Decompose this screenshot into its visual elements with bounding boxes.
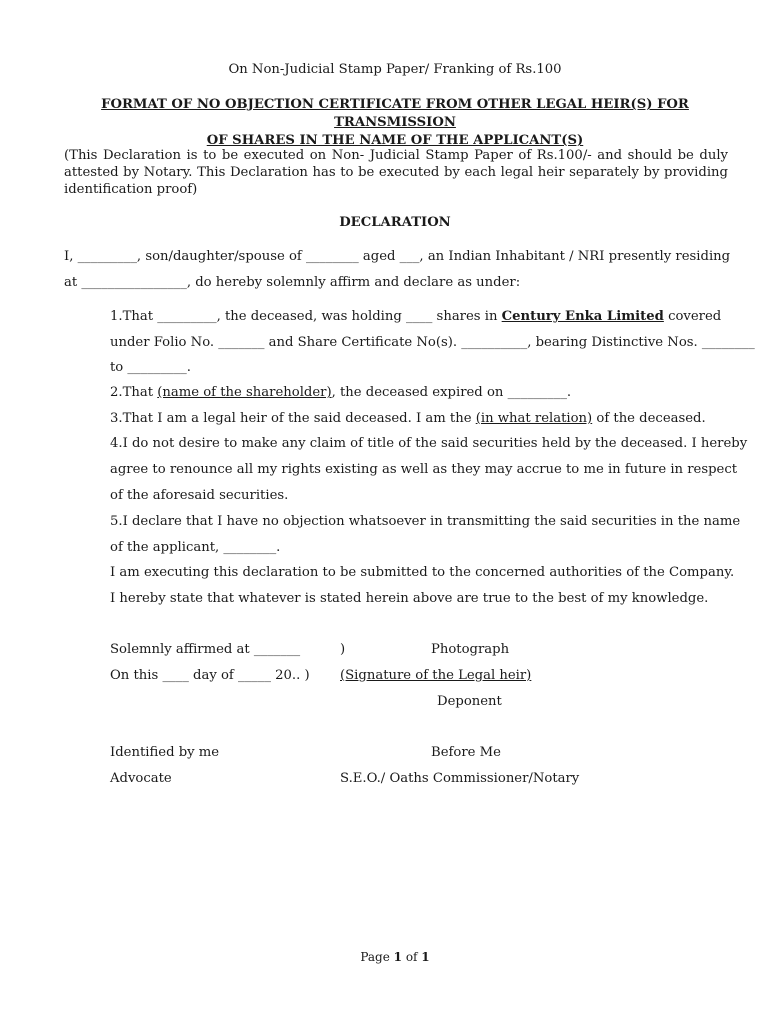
- item-1-line-2: under Folio No. _______ and Share Certificate No(s). __________, bearing Distinctive Nos. ________: [110, 335, 755, 350]
- legal-heir-signature: (Signature of the Legal heir): [340, 668, 532, 683]
- stamp-note: On Non-Judicial Stamp Paper/ Franking of Rs.100: [228, 62, 562, 77]
- advocate-label: Advocate: [110, 771, 172, 786]
- title-line-2: OF SHARES IN THE NAME OF THE APPLICANT(S): [206, 133, 584, 148]
- before-me: Before Me: [431, 745, 501, 760]
- document-title: [60, 96, 730, 150]
- relation-placeholder: (in what relation): [475, 411, 593, 426]
- declaration-heading: DECLARATION: [339, 215, 451, 230]
- item-1-line-3: to _________.: [110, 360, 191, 375]
- instructions: (This Declaration is to be executed on Non- Judicial Stamp Paper of Rs.100/- and should be duly attested by Notary. This Declaration has to be executed by each legal heir separately by providing identification proof): [64, 148, 728, 197]
- notary-label: S.E.O./ Oaths Commissioner/Notary: [340, 771, 580, 786]
- item-3: 3.That I am a legal heir of the said deceased. I am the (in what relation) of the deceased.: [110, 411, 706, 426]
- item-4-line-3: of the aforesaid securities.: [110, 488, 289, 503]
- item-4-line-2: agree to renounce all my rights existing as well as they may accrue to me in future in respect: [110, 462, 738, 477]
- intro-line-1: I, _________, son/daughter/spouse of ________ aged ___, an Indian Inhabitant / NRI presently residing: [64, 249, 731, 264]
- item-2: 2.That (name of the shareholder), the deceased expired on _________.: [110, 385, 572, 400]
- execution-statement: I am executing this declaration to be submitted to the concerned authorities of the Company.: [110, 565, 735, 580]
- bracket: ): [340, 642, 346, 657]
- page-number: Page 1 of 1: [360, 950, 430, 964]
- photograph-label: Photograph: [431, 642, 510, 657]
- shareholder-name-placeholder: (name of the shareholder): [157, 385, 332, 400]
- affirmed-at: Solemnly affirmed at _______: [110, 642, 301, 657]
- item-5-line-1: 5.I declare that I have no objection whatsoever in transmitting the said securities in the name: [110, 514, 741, 529]
- title-line-1: FORMAT OF NO OBJECTION CERTIFICATE FROM OTHER LEGAL HEIR(S) FOR TRANSMISSION: [101, 97, 689, 130]
- identified-by: Identified by me: [110, 745, 220, 760]
- item-5-line-2: of the applicant, ________.: [110, 540, 281, 555]
- company-name: Century Enka Limited: [501, 309, 664, 324]
- deponent-label: Deponent: [437, 694, 502, 709]
- intro-line-2: at ________________, do hereby solemnly affirm and declare as under:: [64, 275, 521, 290]
- item-4-line-1: 4.I do not desire to make any claim of title of the said securities held by the deceased. I hereby: [110, 436, 748, 451]
- truth-statement: I hereby state that whatever is stated herein above are true to the best of my knowledge.: [110, 591, 709, 606]
- on-this-day: On this ____ day of _____ 20.. ): [110, 668, 310, 683]
- item-1-line-1: 1.That _________, the deceased, was holding ____ shares in Century Enka Limited covered: [110, 309, 722, 324]
